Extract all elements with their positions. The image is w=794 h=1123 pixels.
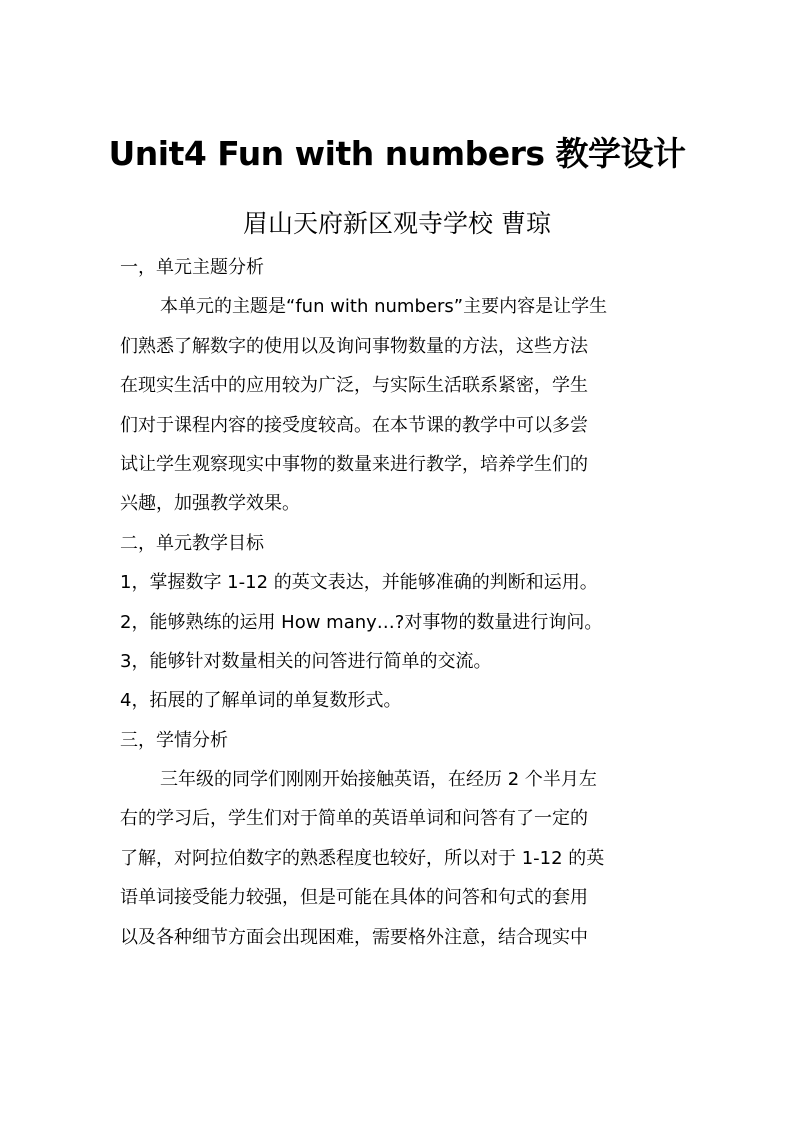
list-item: 4，拓展的了解单词的单复数形式。 [120, 690, 402, 712]
document-author: 眉山天府新区观寺学校 曹琼 [243, 209, 551, 238]
section-heading: 二，单元教学目标 [120, 532, 264, 554]
list-item: 2，能够熟练的运用 How many…?对事物的数量进行询问。 [120, 611, 603, 633]
paragraph-line: 语单词接受能力较强，但是可能在具体的问答和句式的套用 [120, 887, 588, 909]
document-title: Unit4 Fun with numbers 教学设计 [108, 134, 686, 173]
paragraph-line: 三年级的同学们刚刚开始接触英语，在经历 2 个半月左 [160, 769, 597, 791]
paragraph-line: 们对于课程内容的接受度较高。在本节课的教学中可以多尝 [120, 414, 588, 436]
list-item: 3，能够针对数量相关的问答进行简单的交流。 [120, 650, 492, 672]
paragraph-line: 右的学习后，学生们对于简单的英语单词和问答有了一定的 [120, 808, 588, 830]
paragraph-line: 们熟悉了解数字的使用以及询问事物数量的方法，这些方法 [120, 335, 588, 357]
list-item: 1，掌握数字 1-12 的英文表达，并能够准确的判断和运用。 [120, 572, 598, 594]
paragraph-line: 试让学生观察现实中事物的数量来进行教学，培养学生们的 [120, 453, 588, 475]
section-heading: 一，单元主题分析 [120, 257, 264, 278]
document-body [120, 248, 680, 957]
paragraph-line: 兴趣，加强教学效果。 [120, 493, 300, 515]
paragraph-line: 在现实生活中的应用较为广泛，与实际生活联系紧密，学生 [120, 375, 588, 397]
section-heading: 三，学情分析 [120, 729, 228, 751]
paragraph-line: 以及各种细节方面会出现困难，需要格外注意，结合现实中 [120, 926, 588, 948]
paragraph-line: 了解，对阿拉伯数字的熟悉程度也较好，所以对于 1-12 的英 [120, 847, 605, 869]
paragraph-line: 本单元的主题是“fun with numbers”主要内容是让学生 [160, 296, 608, 318]
